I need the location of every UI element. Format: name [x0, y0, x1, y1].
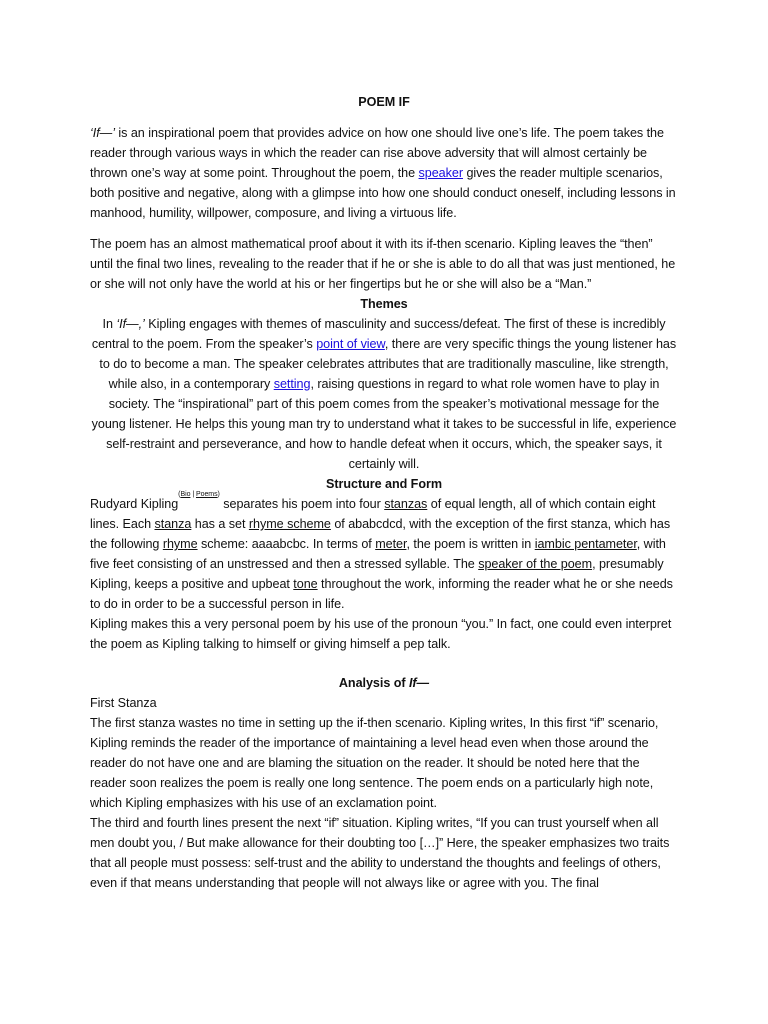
paragraph-gap: [90, 654, 678, 673]
rhyme-link[interactable]: rhyme: [162, 537, 198, 551]
author-superscript: (Bio | Poems): [178, 491, 220, 498]
first-stanza-label: First Stanza: [90, 696, 157, 710]
analysis-heading: Analysis of If—: [338, 676, 430, 690]
structure-paragraph: Rudyard Kipling$^{(Bio | Poems)}$ separates his poem into four stanzas of equal length, all of which contain eight lines. Each stanza has a set rhyme scheme of ababcdcd, with the exception of the first stanza, which has the following rhyme scheme: aaaabcbc. In terms of meter, the poem is written in iambic pentameter, with five feet consisting of an unstressed and then a stressed syllable. The speaker of the poem, presumably Kipling, keeps a positive and upbeat tone throughout the work, informing the reader what he or she needs to do in order to be a successful person in life.: [90, 491, 673, 611]
page-title: POEM IF: [358, 95, 410, 109]
proof-paragraph: The poem has an almost mathematical proof about it with its if-then scenario. Kipling leaves the “then” until the final two lines, revealing to the reader that if he or she is able to do all that was just mentioned, he or she will not only have the world at his or her fingertips but he or she will also be a “Man.”: [90, 237, 676, 291]
themes-heading: Themes: [360, 297, 408, 311]
intro-paragraph: ‘If—’ is an inspirational poem that provides advice on how one should live one’s life. The poem takes the reader through various ways in which the reader can rise above adversity that will almost certainly be thrown one’s way at some point. Throughout the poem, the speaker gives the reader multiple scenarios, both positive and negative, along with a glimpse into how one should conduct oneself, including lessons in manhood, humility, willpower, composure, and living a virtuous life.: [90, 126, 676, 220]
poem-title-italic: ‘If—’: [90, 126, 115, 140]
bio-link[interactable]: Bio: [180, 491, 191, 498]
iambic-pentameter-link[interactable]: iambic pentameter: [534, 537, 637, 551]
stanza-link[interactable]: stanza: [154, 517, 192, 531]
poems-link[interactable]: Poems: [195, 491, 218, 498]
poem-title-italic: ‘If—,’: [116, 317, 145, 331]
rhyme-scheme-link[interactable]: rhyme scheme: [248, 517, 331, 531]
analysis-paragraph-2: The third and fourth lines present the next “if” situation. Kipling writes, “If you can trust yourself when all men doubt you, / But make allowance for their doubting too […]” Here, the speaker emphasizes two traits that all people must possess: self-trust and the ability to understand the thoughts and feelings of others, even if that means understanding that people will not always like or agree with you. The final: [90, 816, 670, 890]
paragraph-gap: [90, 223, 678, 234]
point-of-view-link[interactable]: point of view: [316, 337, 385, 351]
speaker-of-the-poem-link[interactable]: speaker of the poem: [478, 557, 593, 571]
document-page: [90, 92, 678, 893]
structure-heading: Structure and Form: [326, 477, 442, 491]
meter-link[interactable]: meter: [375, 537, 407, 551]
tone-link[interactable]: tone: [293, 577, 318, 591]
setting-link[interactable]: setting: [273, 377, 311, 391]
speaker-link[interactable]: speaker: [418, 166, 463, 180]
structure-paragraph-2: Kipling makes this a very personal poem by his use of the pronoun “you.” In fact, one could even interpret the poem as Kipling talking to himself or giving himself a pep talk.: [90, 617, 672, 651]
analysis-paragraph-1: The first stanza wastes no time in setting up the if-then scenario. Kipling writes, In this first “if” scenario, Kipling reminds the reader of the importance of maintaining a level head even when those around the reader do not have one and are blaming the situation on the reader. It should be noted here that the reader soon realizes the poem is really one long sentence. The poem ends on a particularly high note, which Kipling emphasizes with his use of an exclamation point.: [90, 716, 659, 810]
themes-paragraph: In ‘If—,’ Kipling engages with themes of masculinity and success/defeat. The first of these is incredibly central to the poem. From the speaker’s point of view, there are very specific things the young listener has to do to become a man. The speaker celebrates attributes that are traditionally masculine, like strength, while also, in a contemporary setting, raising questions in regard to what role women have to play in society. The “inspirational” part of this poem comes from the speaker’s motivational message for the young listener. He helps this young man try to understand what it takes to be successful in life, experience self-restraint and perseverance, and how to handle defeat when it occurs, which, the speaker says, it certainly will.: [91, 317, 677, 471]
stanzas-link[interactable]: stanzas: [384, 497, 428, 511]
